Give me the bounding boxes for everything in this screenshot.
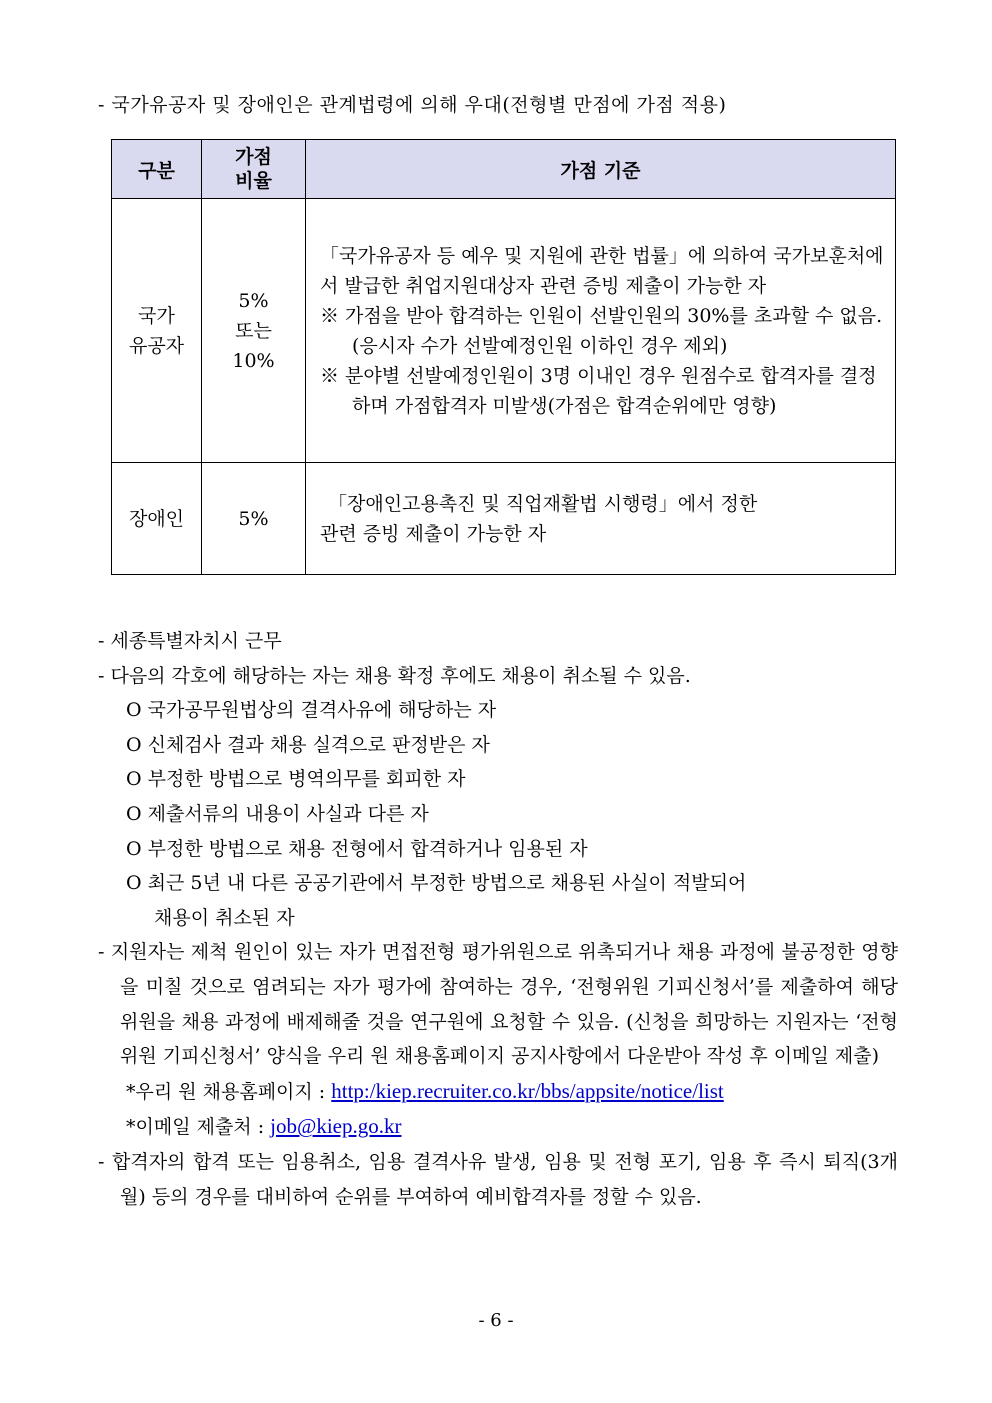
work-location: - 세종특별자치시 근무 <box>98 630 282 652</box>
homepage-label: *우리 원 채용홈페이지 : <box>126 1080 332 1103</box>
ratio-line3: 10% <box>232 349 275 372</box>
cell-ratio <box>202 199 306 463</box>
criteria-note: ※ 가점을 받아 합격하는 인원이 선발인원의 30%를 초과할 수 없음. (응시자 수가 선발예정인원 이하인 경우 제외) <box>320 304 883 357</box>
email-label: *이메일 제출처 : <box>126 1116 271 1139</box>
list-item: O 최근 5년 내 다른 공공기관에서 부정한 방법으로 채용된 사실이 적발되어 <box>126 872 747 895</box>
email-link[interactable]: job@kiep.go.kr <box>270 1114 402 1139</box>
table-row <box>112 463 896 575</box>
header-criteria: 가점 기준 <box>306 140 896 199</box>
bonus-points-table <box>111 139 896 575</box>
cell-category <box>112 199 202 463</box>
reserve-paragraph: - 합격자의 합격 또는 임용취소, 임용 결격사유 발생, 임용 및 전형 포기, 임용 후 즉시 퇴직(3개월) 등의 경우를 대비하여 순위를 부여하여 예비합격자를 정할 수 있음. <box>98 1150 898 1208</box>
criteria-note: ※ 분야별 선발예정인원이 3명 이내인 경우 원점수로 합격자를 결정하며 가점합격자 미발생(가점은 합격순위에만 영향) <box>320 364 877 417</box>
header-ratio-line2: 비율 <box>235 170 272 192</box>
category-line2: 유공자 <box>128 334 185 357</box>
list-item: O 국가공무원법상의 결격사유에 해당하는 자 <box>126 699 497 722</box>
cell-criteria <box>306 199 896 463</box>
homepage-link[interactable]: http:/kiep.recruiter.co.kr/bbs/appsite/notice/list <box>331 1078 724 1103</box>
list-item: O 제출서류의 내용이 사실과 다른 자 <box>126 802 429 825</box>
table-header-row <box>112 140 896 199</box>
criteria-text: 「국가유공자 등 예우 및 지원에 관한 법률」에 의하여 국가보훈처에서 발급한 취업지원대상자 관련 증빙 제출이 가능한 자 <box>320 244 884 297</box>
evasion-paragraph: - 지원자는 제척 원인이 있는 자가 면접전형 평가위원으로 위촉되거나 채용 과정에 불공정한 영향을 미칠 것으로 염려되는 자가 평가에 참여하는 경우, ‘전형위원 기피신청서’를 제출하여 해당 위원을 채용 과정에 배제해줄 것을 연구원에 요청할 수 있음. (신청을 희망하는 지원자는 ‘전형위원 기피신청서’ 양식을 우리 원 채용홈페이지 공지사항에서 다운받아 작성 후 이메일 제출) <box>98 941 898 1068</box>
email-line <box>98 1109 898 1145</box>
category-line1: 국가 <box>138 304 175 327</box>
cell-ratio: 5% <box>202 463 306 575</box>
header-category: 구분 <box>112 140 202 199</box>
criteria-line1: 「장애인고용촉진 및 직업재활법 시행령」에서 정한 <box>328 492 758 515</box>
homepage-line <box>98 1074 898 1110</box>
page-number: - 6 - <box>478 1310 514 1331</box>
cell-category: 장애인 <box>112 463 202 575</box>
cancel-intro: - 다음의 각호에 해당하는 자는 채용 확정 후에도 채용이 취소될 수 있음. <box>98 664 691 687</box>
table-row <box>112 199 896 463</box>
list-item: O 부정한 방법으로 채용 전형에서 합격하거나 임용된 자 <box>126 837 588 860</box>
criteria-line2: 관련 증빙 제출이 가능한 자 <box>320 522 547 545</box>
ratio-line2: 또는 <box>235 319 272 342</box>
ratio-line1: 5% <box>238 289 269 312</box>
list-item: O 신체검사 결과 채용 실격으로 판정받은 자 <box>126 733 490 756</box>
notice-section <box>98 624 898 1214</box>
bonus-intro: - 국가유공자 및 장애인은 관계법령에 의해 우대(전형별 만점에 가점 적용) <box>98 94 727 116</box>
list-item: O 부정한 방법으로 병역의무를 회피한 자 <box>126 768 466 791</box>
header-ratio <box>202 140 306 199</box>
cell-criteria <box>306 463 896 575</box>
list-item-continued: 채용이 취소된 자 <box>154 906 295 929</box>
header-ratio-line1: 가점 <box>235 146 272 168</box>
